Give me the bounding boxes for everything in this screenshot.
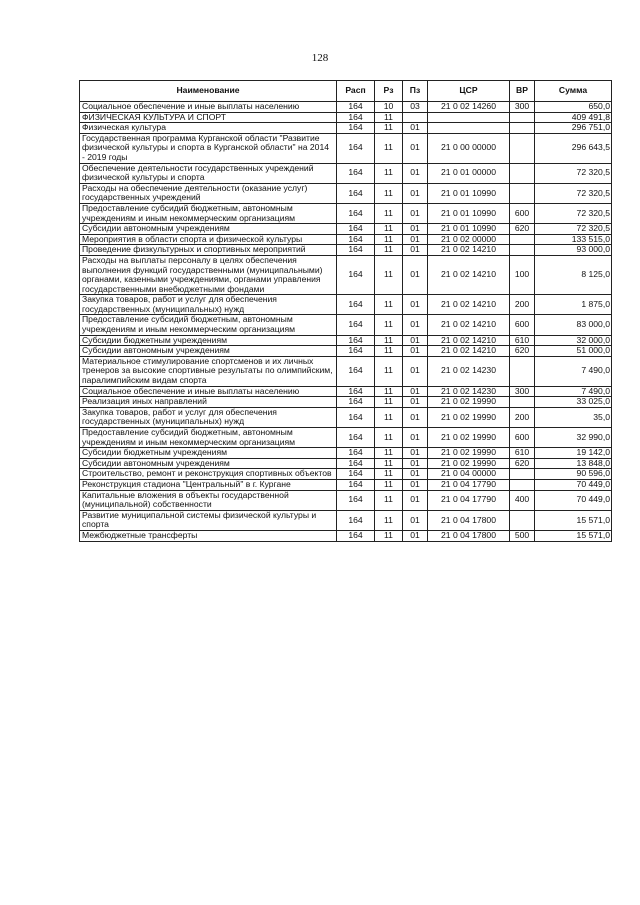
cell-sum: 1 875,0 [535, 295, 612, 315]
cell-pz: 01 [403, 203, 428, 223]
cell-csr: 21 0 02 14210 [428, 255, 510, 294]
cell-pz: 01 [403, 428, 428, 448]
cell-vr [510, 469, 535, 480]
cell-rasp: 164 [337, 397, 375, 408]
col-header-vr: ВР [510, 81, 535, 102]
cell-sum: 7 490,0 [535, 356, 612, 386]
cell-sum: 7 490,0 [535, 386, 612, 397]
cell-sum: 33 025,0 [535, 397, 612, 408]
table-row [80, 407, 612, 427]
cell-rz: 11 [375, 183, 403, 203]
cell-csr: 21 0 02 14210 [428, 295, 510, 315]
cell-name: Субсидии автономным учреждениям [80, 458, 337, 469]
cell-name: Расходы на обеспечение деятельности (оказание услуг) государственных учреждений [80, 183, 337, 203]
cell-pz [403, 112, 428, 123]
cell-rz: 11 [375, 315, 403, 335]
cell-rz: 11 [375, 469, 403, 480]
cell-pz: 01 [403, 479, 428, 490]
cell-rz: 11 [375, 335, 403, 346]
cell-rasp: 164 [337, 245, 375, 256]
cell-pz: 01 [403, 448, 428, 459]
cell-pz: 01 [403, 224, 428, 235]
cell-vr: 600 [510, 428, 535, 448]
cell-name: Расходы на выплаты персоналу в целях обеспечения выполнения функций государственными (муниципальными) органами, казенными учреждениями, органами управления государственными внебюджетными фондами [80, 255, 337, 294]
cell-pz: 01 [403, 397, 428, 408]
cell-name: Субсидии автономным учреждениям [80, 224, 337, 235]
cell-csr: 21 0 00 00000 [428, 133, 510, 163]
cell-rasp: 164 [337, 510, 375, 530]
table-row [80, 530, 612, 541]
cell-rz: 11 [375, 123, 403, 134]
cell-rz: 11 [375, 295, 403, 315]
table-row [80, 458, 612, 469]
cell-sum: 650,0 [535, 102, 612, 113]
cell-name: Капитальные вложения в объекты государственной (муниципальной) собственности [80, 490, 337, 510]
cell-rasp: 164 [337, 183, 375, 203]
cell-rz: 11 [375, 479, 403, 490]
cell-csr: 21 0 04 00000 [428, 469, 510, 480]
cell-sum: 72 320,5 [535, 183, 612, 203]
cell-vr: 100 [510, 255, 535, 294]
table-row [80, 102, 612, 113]
cell-sum: 70 449,0 [535, 490, 612, 510]
table-row [80, 234, 612, 245]
cell-name: Закупка товаров, работ и услуг для обеспечения государственных (муниципальных) нужд [80, 295, 337, 315]
table-row [80, 490, 612, 510]
cell-rasp: 164 [337, 335, 375, 346]
cell-vr: 620 [510, 346, 535, 357]
cell-vr: 610 [510, 335, 535, 346]
cell-rz: 11 [375, 224, 403, 235]
cell-rasp: 164 [337, 356, 375, 386]
cell-sum: 409 491,8 [535, 112, 612, 123]
table-row [80, 315, 612, 335]
cell-vr [510, 510, 535, 530]
budget-table [79, 80, 612, 542]
cell-rz: 11 [375, 397, 403, 408]
cell-sum: 296 751,0 [535, 123, 612, 134]
cell-rz: 11 [375, 510, 403, 530]
cell-rasp: 164 [337, 469, 375, 480]
cell-csr: 21 0 02 14210 [428, 315, 510, 335]
cell-pz: 01 [403, 245, 428, 256]
cell-rasp: 164 [337, 530, 375, 541]
cell-vr: 600 [510, 315, 535, 335]
cell-csr: 21 0 02 14230 [428, 356, 510, 386]
cell-rasp: 164 [337, 224, 375, 235]
cell-name: Развитие муниципальной системы физической культуры и спорта [80, 510, 337, 530]
cell-vr [510, 245, 535, 256]
cell-rz: 11 [375, 112, 403, 123]
cell-pz: 01 [403, 469, 428, 480]
cell-vr: 500 [510, 530, 535, 541]
cell-vr [510, 163, 535, 183]
cell-rz: 11 [375, 386, 403, 397]
cell-csr [428, 123, 510, 134]
cell-rasp: 164 [337, 386, 375, 397]
table-row [80, 428, 612, 448]
cell-name: Социальное обеспечение и иные выплаты населению [80, 386, 337, 397]
cell-csr: 21 0 02 14260 [428, 102, 510, 113]
col-header-csr: ЦСР [428, 81, 510, 102]
col-header-sum: Сумма [535, 81, 612, 102]
col-header-name: Наименование [80, 81, 337, 102]
cell-rasp: 164 [337, 234, 375, 245]
table-row [80, 397, 612, 408]
cell-sum: 133 515,0 [535, 234, 612, 245]
cell-sum: 19 142,0 [535, 448, 612, 459]
cell-pz: 01 [403, 123, 428, 134]
cell-vr [510, 356, 535, 386]
cell-pz: 01 [403, 133, 428, 163]
cell-rz: 10 [375, 102, 403, 113]
cell-name: Социальное обеспечение и иные выплаты населению [80, 102, 337, 113]
cell-csr: 21 0 04 17790 [428, 479, 510, 490]
table-row [80, 123, 612, 134]
table-row [80, 479, 612, 490]
cell-rasp: 164 [337, 407, 375, 427]
cell-rasp: 164 [337, 428, 375, 448]
cell-rasp: 164 [337, 123, 375, 134]
table-row [80, 133, 612, 163]
cell-sum: 32 990,0 [535, 428, 612, 448]
cell-csr: 21 0 02 14230 [428, 386, 510, 397]
cell-vr: 300 [510, 102, 535, 113]
cell-csr: 21 0 02 00000 [428, 234, 510, 245]
cell-vr: 620 [510, 224, 535, 235]
table-row [80, 255, 612, 294]
table-row [80, 203, 612, 223]
cell-rasp: 164 [337, 458, 375, 469]
table-row [80, 356, 612, 386]
cell-vr: 200 [510, 407, 535, 427]
cell-sum: 72 320,5 [535, 203, 612, 223]
cell-rasp: 164 [337, 315, 375, 335]
cell-rasp: 164 [337, 203, 375, 223]
cell-vr: 610 [510, 448, 535, 459]
cell-rz: 11 [375, 530, 403, 541]
cell-sum: 51 000,0 [535, 346, 612, 357]
cell-name: Мероприятия в области спорта и физической культуры [80, 234, 337, 245]
cell-rz: 11 [375, 428, 403, 448]
cell-sum: 72 320,5 [535, 224, 612, 235]
cell-csr: 21 0 02 19990 [428, 458, 510, 469]
cell-name: Проведение физкультурных и спортивных мероприятий [80, 245, 337, 256]
cell-sum: 32 000,0 [535, 335, 612, 346]
cell-csr: 21 0 01 10990 [428, 183, 510, 203]
cell-sum: 13 848,0 [535, 458, 612, 469]
table-row [80, 510, 612, 530]
cell-rasp: 164 [337, 112, 375, 123]
cell-csr: 21 0 01 10990 [428, 203, 510, 223]
cell-name: Строительство, ремонт и реконструкция спортивных объектов [80, 469, 337, 480]
cell-csr: 21 0 04 17800 [428, 510, 510, 530]
cell-rasp: 164 [337, 163, 375, 183]
cell-rz: 11 [375, 490, 403, 510]
cell-csr: 21 0 02 19990 [428, 397, 510, 408]
cell-vr [510, 133, 535, 163]
cell-name: Предоставление субсидий бюджетным, автономным учреждениям и иным некоммерческим организациям [80, 428, 337, 448]
table-row [80, 112, 612, 123]
table-row [80, 386, 612, 397]
cell-vr: 400 [510, 490, 535, 510]
cell-csr: 21 0 02 19990 [428, 448, 510, 459]
cell-pz: 01 [403, 255, 428, 294]
cell-rz: 11 [375, 234, 403, 245]
page-number: 128 [311, 52, 329, 64]
cell-rz: 11 [375, 163, 403, 183]
cell-rasp: 164 [337, 448, 375, 459]
cell-rz: 11 [375, 133, 403, 163]
cell-rasp: 164 [337, 479, 375, 490]
cell-csr: 21 0 02 14210 [428, 335, 510, 346]
cell-vr [510, 112, 535, 123]
cell-sum: 93 000,0 [535, 245, 612, 256]
cell-csr: 21 0 04 17790 [428, 490, 510, 510]
cell-name: Реализация иных направлений [80, 397, 337, 408]
cell-pz: 01 [403, 407, 428, 427]
header-row [80, 81, 612, 102]
cell-rz: 11 [375, 458, 403, 469]
cell-name: Предоставление субсидий бюджетным, автономным учреждениям и иным некоммерческим организациям [80, 315, 337, 335]
cell-pz: 01 [403, 335, 428, 346]
table-row [80, 163, 612, 183]
cell-pz: 01 [403, 490, 428, 510]
cell-pz: 01 [403, 183, 428, 203]
cell-pz: 01 [403, 163, 428, 183]
table-row [80, 224, 612, 235]
cell-vr: 600 [510, 203, 535, 223]
cell-vr: 200 [510, 295, 535, 315]
cell-sum: 296 643,5 [535, 133, 612, 163]
cell-csr: 21 0 02 19990 [428, 407, 510, 427]
cell-name: Закупка товаров, работ и услуг для обеспечения государственных (муниципальных) нужд [80, 407, 337, 427]
cell-pz: 01 [403, 510, 428, 530]
table-row [80, 245, 612, 256]
cell-name: Субсидии бюджетным учреждениям [80, 448, 337, 459]
cell-pz: 03 [403, 102, 428, 113]
cell-csr: 21 0 04 17800 [428, 530, 510, 541]
cell-name: Межбюджетные трансферты [80, 530, 337, 541]
cell-rasp: 164 [337, 295, 375, 315]
cell-name: Предоставление субсидий бюджетным, автономным учреждениям и иным некоммерческим организациям [80, 203, 337, 223]
cell-name: Обеспечение деятельности государственных учреждений физической культуры и спорта [80, 163, 337, 183]
cell-sum: 90 596,0 [535, 469, 612, 480]
cell-rz: 11 [375, 356, 403, 386]
cell-vr [510, 234, 535, 245]
cell-rz: 11 [375, 245, 403, 256]
cell-rasp: 164 [337, 102, 375, 113]
cell-csr: 21 0 01 00000 [428, 163, 510, 183]
cell-csr: 21 0 02 14210 [428, 346, 510, 357]
cell-pz: 01 [403, 356, 428, 386]
cell-pz: 01 [403, 530, 428, 541]
table-body [80, 102, 612, 542]
table-row [80, 469, 612, 480]
table-row [80, 346, 612, 357]
cell-name: Государственная программа Курганской области "Развитие физической культуры и спорта в Курганской области" на 2014 - 2019 годы [80, 133, 337, 163]
cell-name: Реконструкция стадиона "Центральный" в г. Кургане [80, 479, 337, 490]
col-header-rasp: Расп [337, 81, 375, 102]
cell-vr: 300 [510, 386, 535, 397]
cell-rz: 11 [375, 255, 403, 294]
cell-name: Субсидии автономным учреждениям [80, 346, 337, 357]
cell-name: Субсидии бюджетным учреждениям [80, 335, 337, 346]
table-row [80, 335, 612, 346]
cell-pz: 01 [403, 315, 428, 335]
cell-name: Материальное стимулирование спортсменов и их личных тренеров за высокие спортивные результаты по олимпийским, паралимпийским видам спорта [80, 356, 337, 386]
cell-sum: 15 571,0 [535, 530, 612, 541]
table-row [80, 183, 612, 203]
cell-sum: 15 571,0 [535, 510, 612, 530]
cell-rz: 11 [375, 346, 403, 357]
cell-rz: 11 [375, 407, 403, 427]
cell-csr: 21 0 02 19990 [428, 428, 510, 448]
cell-vr: 620 [510, 458, 535, 469]
cell-rasp: 164 [337, 255, 375, 294]
cell-pz: 01 [403, 386, 428, 397]
cell-sum: 72 320,5 [535, 163, 612, 183]
cell-pz: 01 [403, 234, 428, 245]
table-row [80, 448, 612, 459]
cell-csr [428, 112, 510, 123]
cell-vr [510, 397, 535, 408]
table-row [80, 295, 612, 315]
cell-vr [510, 479, 535, 490]
cell-vr [510, 123, 535, 134]
cell-pz: 01 [403, 295, 428, 315]
cell-rasp: 164 [337, 346, 375, 357]
cell-pz: 01 [403, 458, 428, 469]
cell-vr [510, 183, 535, 203]
cell-name: Физическая культура [80, 123, 337, 134]
cell-rz: 11 [375, 448, 403, 459]
cell-csr: 21 0 02 14210 [428, 245, 510, 256]
cell-rasp: 164 [337, 490, 375, 510]
cell-sum: 35,0 [535, 407, 612, 427]
cell-sum: 83 000,0 [535, 315, 612, 335]
col-header-pz: Пз [403, 81, 428, 102]
cell-rasp: 164 [337, 133, 375, 163]
col-header-rz: Рз [375, 81, 403, 102]
cell-pz: 01 [403, 346, 428, 357]
cell-rz: 11 [375, 203, 403, 223]
cell-csr: 21 0 01 10990 [428, 224, 510, 235]
cell-name: ФИЗИЧЕСКАЯ КУЛЬТУРА И СПОРТ [80, 112, 337, 123]
cell-sum: 8 125,0 [535, 255, 612, 294]
cell-sum: 70 449,0 [535, 479, 612, 490]
